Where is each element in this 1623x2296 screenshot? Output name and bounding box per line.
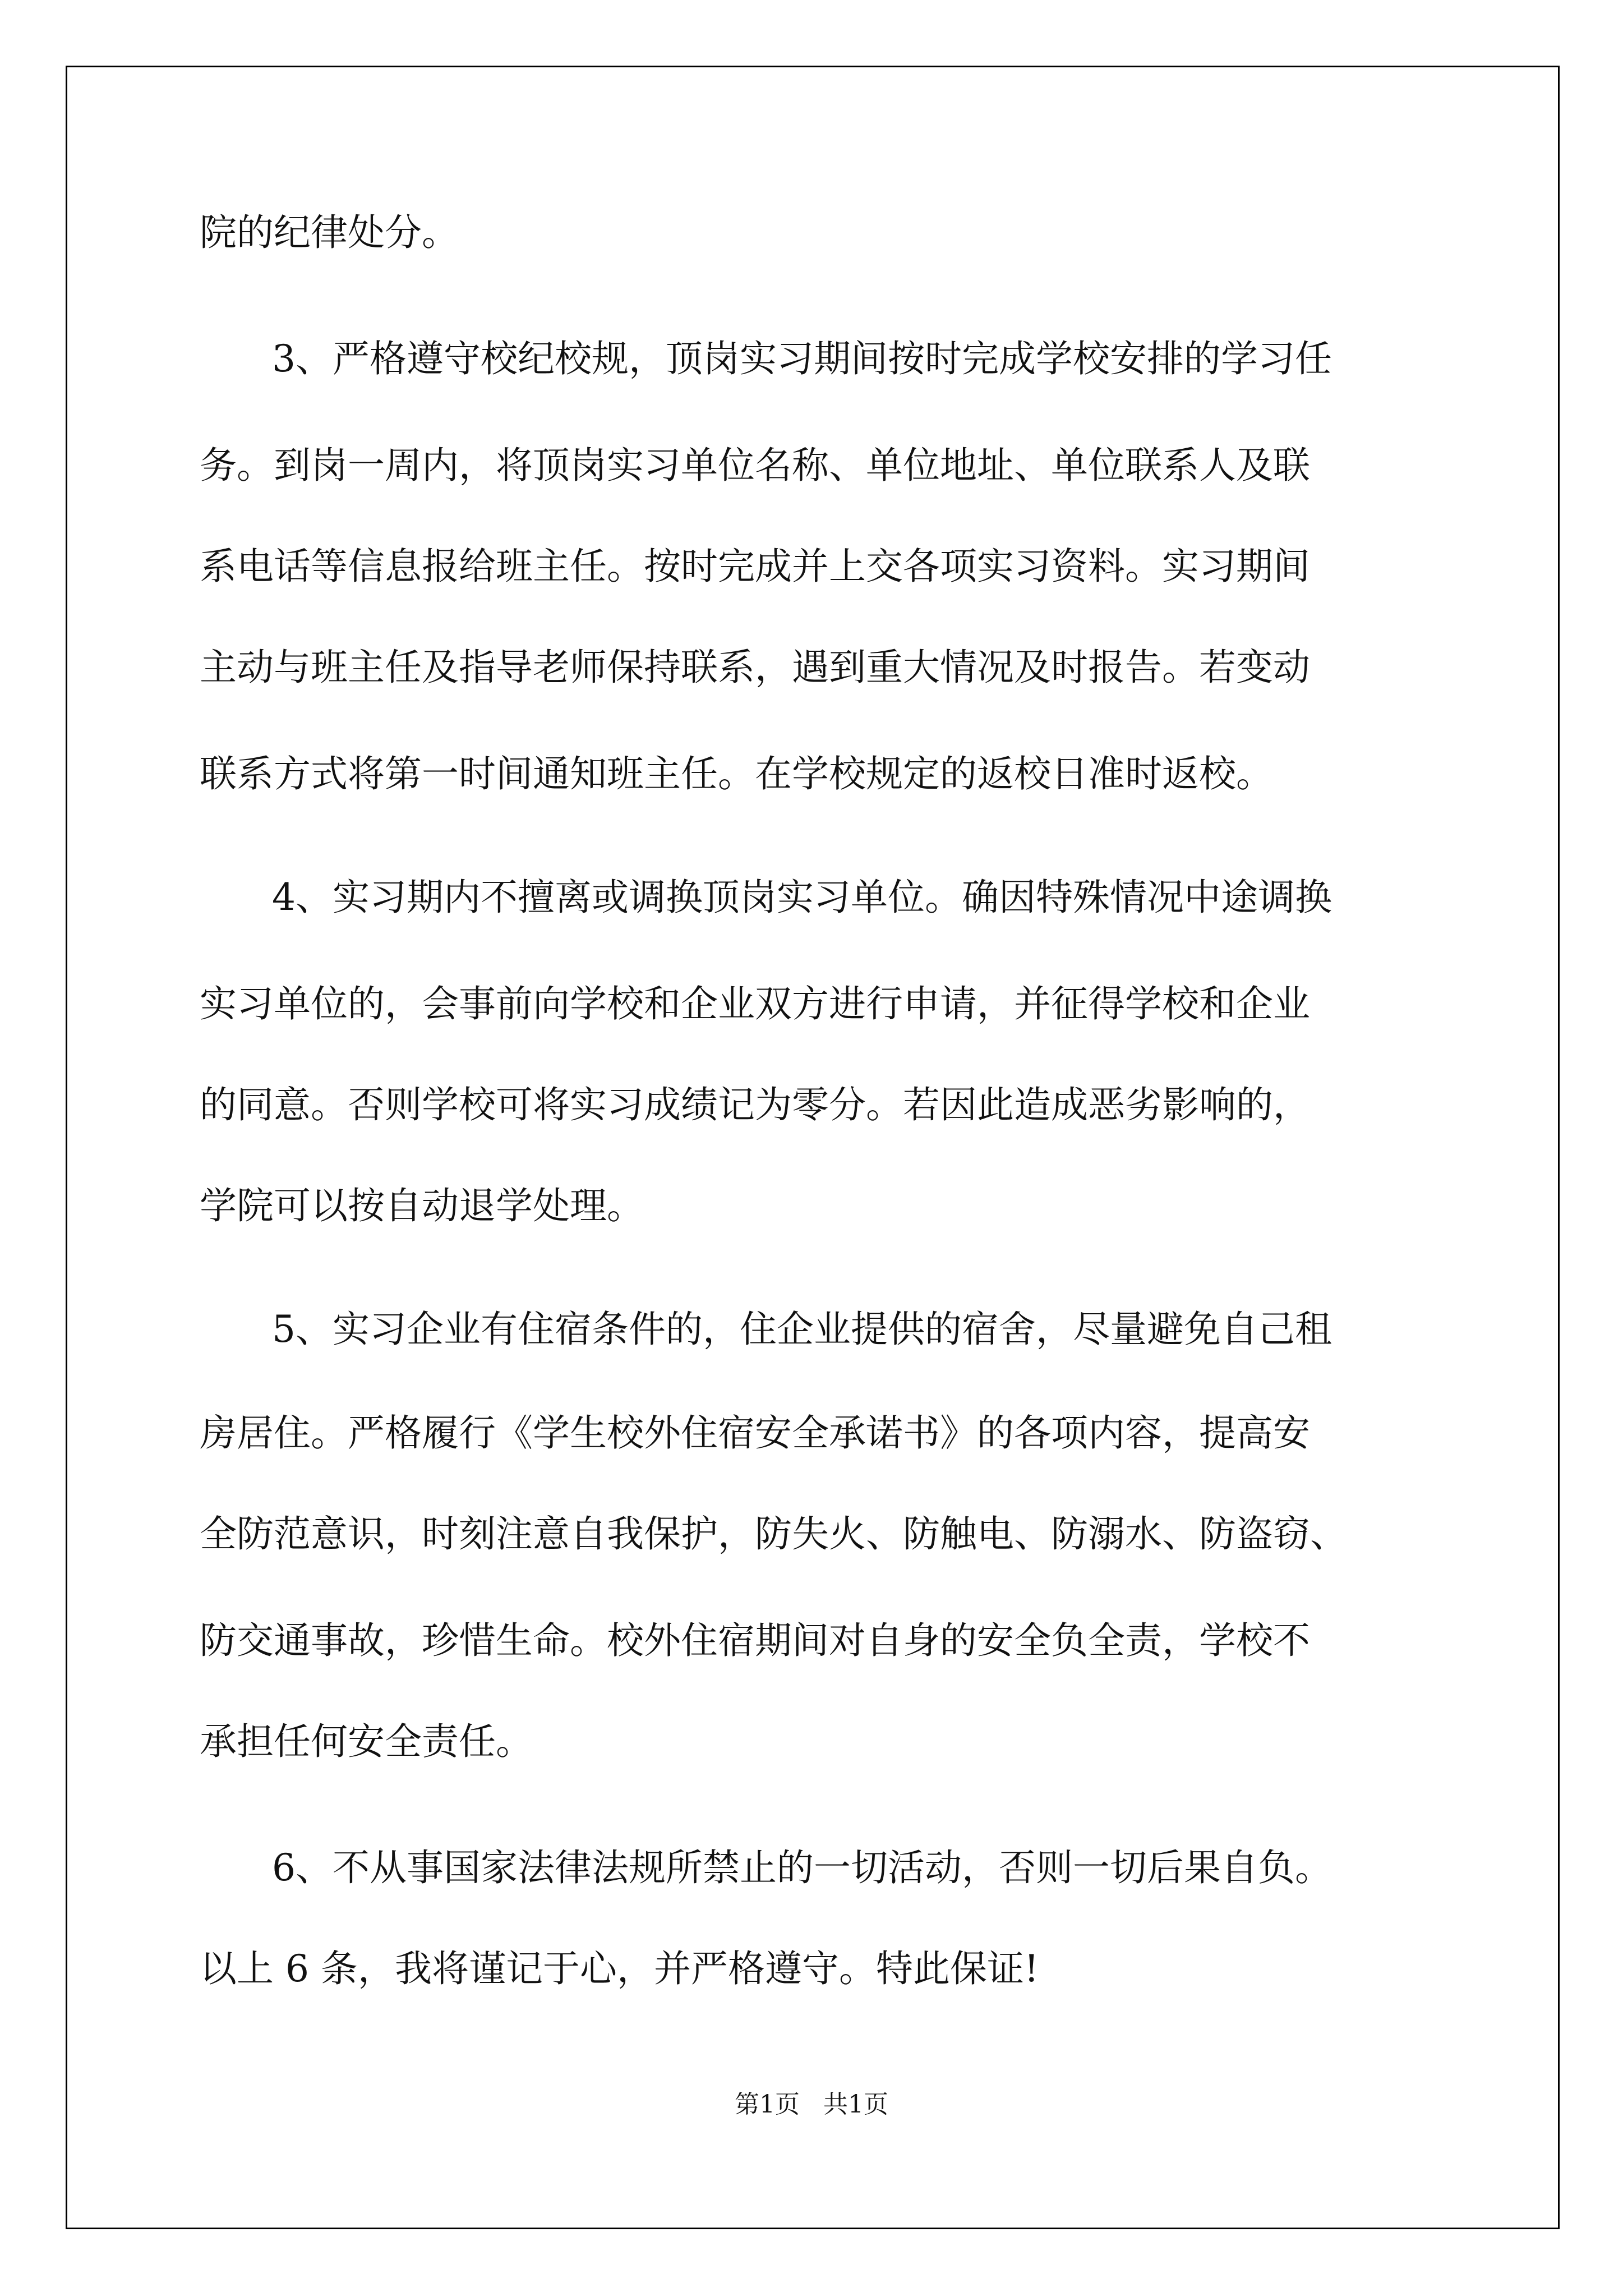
page-border — [66, 66, 1560, 2229]
text-line: 系电话等信息报给班主任。按时完成并上交各项实习资料。实习期间 — [200, 545, 1310, 588]
text-line: 承担任何安全责任。 — [200, 1720, 533, 1763]
text-line: 防交通事故，珍惜生命。校外住宿期间对自身的安全负全责，学校不 — [200, 1619, 1310, 1662]
text-line: 的同意。否则学校可将实习成绩记为零分。若因此造成恶劣影响的， — [200, 1083, 1310, 1126]
text-line: 学院可以按自动退学处理。 — [200, 1184, 644, 1227]
text-line: 全防范意识，时刻注意自我保护，防失火、防触电、防溺水、防盗窃、 — [200, 1512, 1347, 1556]
text-line: 6、不从事国家法律法规所禁止的一切活动，否则一切后果自负。 — [272, 1846, 1332, 1889]
text-line: 4、实习期内不擅离或调换顶岗实习单位。确因特殊情况中途调换 — [272, 876, 1332, 919]
text-line: 以上 6 条，我将谨记于心，并严格遵守。特此保证! — [200, 1947, 1039, 1990]
text-line: 院的纪律处分。 — [200, 211, 459, 254]
text-line: 5、实习企业有住宿条件的，住企业提供的宿舍，尽量避免自己租 — [272, 1308, 1332, 1351]
page-footer: 第1页 共1页 — [735, 2090, 888, 2119]
text-line: 实习单位的，会事前向学校和企业双方进行申请，并征得学校和企业 — [200, 982, 1310, 1025]
text-line: 房居住。严格履行《学生校外住宿安全承诺书》的各项内容，提高安 — [200, 1411, 1310, 1455]
text-line: 联系方式将第一时间通知班主任。在学校规定的返校日准时返校。 — [200, 752, 1273, 795]
text-line: 务。到岗一周内，将顶岗实习单位名称、单位地址、单位联系人及联 — [200, 444, 1310, 487]
text-line: 3、严格遵守校纪校规，顶岗实习期间按时完成学校安排的学习任 — [272, 337, 1332, 380]
text-line: 主动与班主任及指导老师保持联系，遇到重大情况及时报告。若变动 — [200, 646, 1310, 689]
